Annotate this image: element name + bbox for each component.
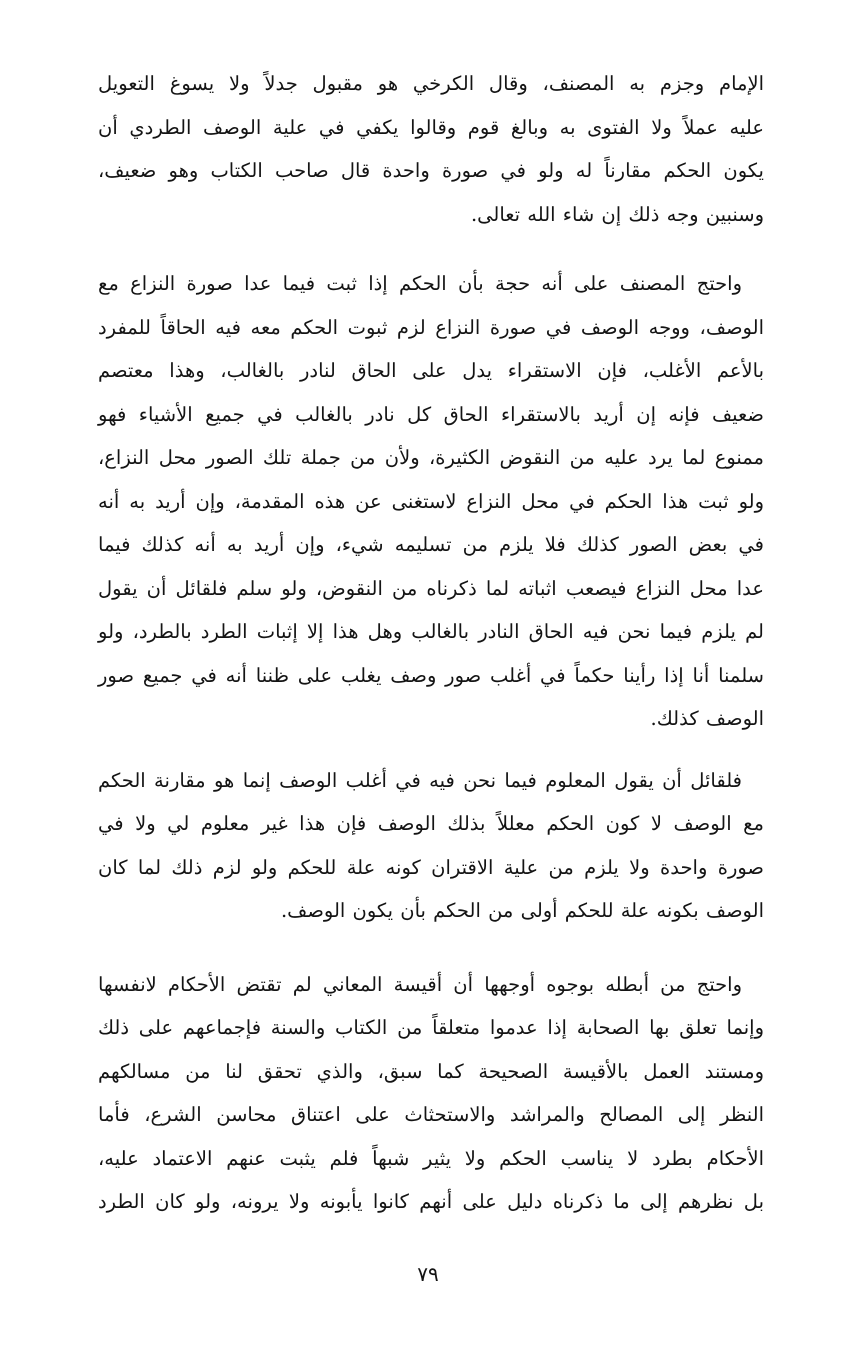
- text-line: ولو ثبت هذا الحكم في محل النزاع لاستغنى عن هذه المقدمة، وإن أريد به أنه: [98, 489, 764, 513]
- paragraph-2: [98, 262, 764, 741]
- text-line: سلمنا أنا إذا رأينا حكماً في أغلب صور وصف يغلب على ظننا أنه في جميع صور: [98, 663, 764, 687]
- text-line: بل نظرهم إلى ما ذكرناه دليل على أنهم كانوا يأبونه ولا يرونه، ولو كان الطرد: [98, 1190, 764, 1213]
- text-line: وإنما تعلق بها الصحابة إذا عدموا متعلقاً من الكتاب والسنة فإجماعهم على ذلك: [98, 1016, 764, 1039]
- text-line: الأحكام بطرد لا يناسب الحكم ولا يثير شبهاً فلم يثبت عنهم الاعتماد عليه،: [98, 1146, 764, 1170]
- text-line: الوصف، ووجه الوصف في صورة النزاع لزم ثبوت الحكم معه فيه الحاقاً للمفرد: [98, 315, 764, 339]
- text-line: النظر إلى المصالح والمراشد والاستحثاث على اعتناق محاسن الشرع، فأما: [98, 1103, 764, 1126]
- text-line: في بعض الصور كذلك فلا يلزم من تسليمه شيء، وإن أريد به أنه كذلك فيما: [98, 533, 764, 556]
- page-number: ٧٩: [417, 1262, 439, 1286]
- text-line: الوصف بكونه علة للحكم أولى من الحكم بأن يكون الوصف.: [280, 899, 764, 922]
- text-line: يكون الحكم مقارناً له ولو في صورة واحدة قال صاحب الكتاب وهو ضعيف،: [98, 159, 764, 182]
- text-line: عدا محل النزاع فيصعب اثباته لما ذكرناه من النقوض، ولو سلم فلقائل أن يقول: [98, 576, 764, 600]
- text-line: مع الوصف لا كون الحكم معللاً بذلك الوصف فإن هذا غير معلوم لي ولا في: [98, 812, 764, 835]
- text-line: الإمام وجزم به المصنف، وقال الكرخي هو مقبول جدلاً ولا يسوغ التعويل: [98, 72, 764, 95]
- text-line: وسنبين وجه ذلك إن شاء الله تعالى.: [470, 202, 764, 226]
- text-line: واحتج المصنف على أنه حجة بأن الحكم إذا ثبت فيما عدا صورة النزاع مع: [98, 272, 742, 295]
- text-line: عليه عملاً ولا الفتوى به وبالغ قوم وقالوا يكفي في علية الوصف الطردي أن: [98, 115, 764, 139]
- paragraph-1: [98, 62, 764, 236]
- text-line: بالأعم الأغلب، فإن الاستقراء يدل على الحاق لنادر بالغالب، وهذا معتصم: [98, 359, 764, 382]
- text-line: ممنوع لما يرد عليه من النقوض الكثيرة، ولأن من جملة تلك الصور محل النزاع،: [98, 446, 764, 469]
- paragraph-3: [98, 759, 764, 933]
- paragraph-4: [98, 963, 764, 1224]
- text-line: فلقائل أن يقول المعلوم فيما نحن فيه في أغلب الوصف إنما هو مقارنة الحكم: [98, 768, 742, 792]
- page-body: [98, 62, 764, 1224]
- text-line: صورة واحدة ولا يلزم من علية الاقتران كونه علة للحكم ولو لزم ذلك لما كان: [98, 855, 764, 879]
- text-line: ضعيف فإنه إن أريد بالاستقراء الحاق كل نادر بالغالب في جميع الأشياء فهو: [98, 402, 764, 426]
- text-line: لم يلزم فيما نحن فيه الحاق النادر بالغالب وهل هذا إلا إثبات الطرد بالطرد، ولو: [98, 620, 764, 643]
- text-line: الوصف كذلك.: [650, 707, 764, 730]
- text-line: ومستند العمل بالأقيسة الصحيحة كما سبق، والذي تحقق لنا من مسالكهم: [98, 1059, 764, 1083]
- text-line: واحتج من أبطله بوجوه أوجهها أن أقيسة المعاني لم تقتض الأحكام لانفسها: [98, 972, 742, 996]
